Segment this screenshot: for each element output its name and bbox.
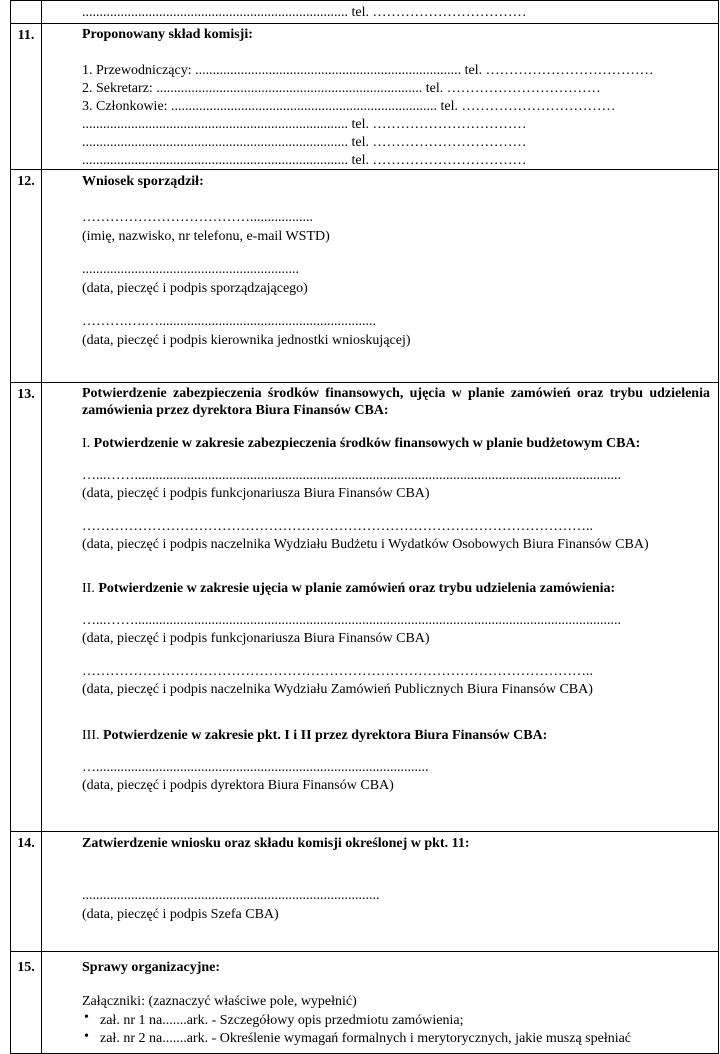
row-number-14: 14. — [11, 832, 42, 952]
committee-member-line: ............................................................................ tel. …………………………… — [82, 153, 527, 168]
committee-secretary-line: 2. Sekretarz: ............................................................................ tel. …………………………… — [82, 81, 601, 96]
prepared-by-heading: Wniosek sporządził: — [82, 174, 204, 189]
finance-confirmation-section — [42, 383, 719, 832]
signature-label: (data, pieczęć i podpis naczelnika Wydziału Budżetu i Wydatków Osobowych Biura Finansów CBA) — [82, 537, 649, 552]
row-13-finance-confirmation — [11, 383, 719, 832]
signature-dots: ……….….….............................................................. — [82, 314, 376, 329]
attachment-item: • zał. nr 1 na.......ark. - Szczegółowy opis przedmiotu zamówienia; — [62, 1010, 710, 1029]
signature-dots: …...……........................................................................................................................................... — [82, 468, 621, 483]
continuation-member-line: ............................................................................ tel. …………………………… — [82, 5, 527, 20]
subsection-1-title: I. Potwierdzenie w zakresie zabezpieczenia środków finansowych w planie budżetowym CBA: — [82, 436, 641, 451]
subsection-3-title: III. Potwierdzenie w zakresie pkt. I i II przez dyrektora Biura Finansów CBA: — [82, 728, 548, 743]
signature-dots: …............................................................................................... — [82, 760, 429, 775]
signature-label: (data, pieczęć i podpis dyrektora Biura Finansów CBA) — [82, 778, 394, 793]
finance-heading: Potwierdzenie zabezpieczenia środków finansowych, ujęcia w planie zamówień oraz trybu udzielenia zamówienia przez dyrektora Biura Finansów CBA: — [82, 386, 710, 418]
row-14-approval — [11, 832, 719, 952]
signature-dots: ..................................................................................... — [82, 888, 380, 903]
signature-dots: …...……........................................................................................................................................... — [82, 613, 621, 628]
application-form-table — [10, 0, 719, 1054]
row-number-11: 11. — [11, 24, 42, 170]
committee-member-line: 3. Członkowie: ............................................................................ tel. …………………………… — [82, 99, 616, 114]
approval-heading: Zatwierdzenie wniosku oraz składu komisji określonej w pkt. 11: — [82, 836, 470, 851]
signature-label: (data, pieczęć i podpis Szefa CBA) — [82, 907, 279, 922]
committee-heading: Proponowany skład komisji: — [82, 27, 253, 42]
signature-label: (imię, nazwisko, nr telefonu, e-mail WSTD) — [82, 229, 330, 244]
committee-member-line: ............................................................................ tel. …………………………… — [82, 117, 527, 132]
signature-dots: ……………………………………………………………………………………………….. — [82, 664, 593, 679]
organizational-section — [42, 952, 719, 1054]
committee-member-line: ............................................................................ tel. …………………………… — [82, 135, 527, 150]
attachments-label: Załączniki: (zaznaczyć właściwe pole, wypełnić) — [82, 994, 357, 1009]
row-12-prepared-by — [11, 170, 719, 383]
row-number-empty — [11, 1, 42, 24]
signature-label: (data, pieczęć i podpis funkcjonariusza Biura Finansów CBA) — [82, 631, 430, 646]
organizational-heading: Sprawy organizacyjne: — [82, 960, 221, 975]
approval-section — [42, 832, 719, 952]
row-number-15: 15. — [11, 952, 42, 1054]
subsection-2-title: II. Potwierdzenie w zakresie ujęcia w planie zamówień oraz trybu udzielenia zamówienia: — [82, 581, 616, 596]
signature-dots: .............................................................. — [82, 262, 299, 277]
row-11-committee — [11, 24, 719, 170]
committee-chair-line: 1. Przewodniczący: ............................................................................ tel. ……………………………… — [82, 63, 654, 78]
signature-dots: ……………………………….................. — [82, 210, 313, 225]
row-number-12: 12. — [11, 170, 42, 383]
row-15-organizational — [11, 952, 719, 1054]
committee-section — [42, 24, 719, 170]
signature-label: (data, pieczęć i podpis kierownika jednostki wnioskującej) — [82, 333, 411, 348]
row-continuation-content — [42, 1, 719, 24]
signature-label: (data, pieczęć i podpis sporządzającego) — [82, 281, 308, 296]
signature-dots: ……………………………………………………………………………………………….. — [82, 519, 593, 534]
signature-label: (data, pieczęć i podpis funkcjonariusza Biura Finansów CBA) — [82, 486, 430, 501]
signature-label: (data, pieczęć i podpis naczelnika Wydziału Zamówień Publicznych Biura Finansów CBA) — [82, 682, 593, 697]
attachment-item: • zał. nr 2 na.......ark. - Określenie wymagań formalnych i merytorycznych, jakie muszą spełniać — [62, 1029, 710, 1047]
row-continuation — [11, 1, 719, 24]
prepared-by-section — [42, 170, 719, 383]
row-number-13: 13. — [11, 383, 42, 832]
